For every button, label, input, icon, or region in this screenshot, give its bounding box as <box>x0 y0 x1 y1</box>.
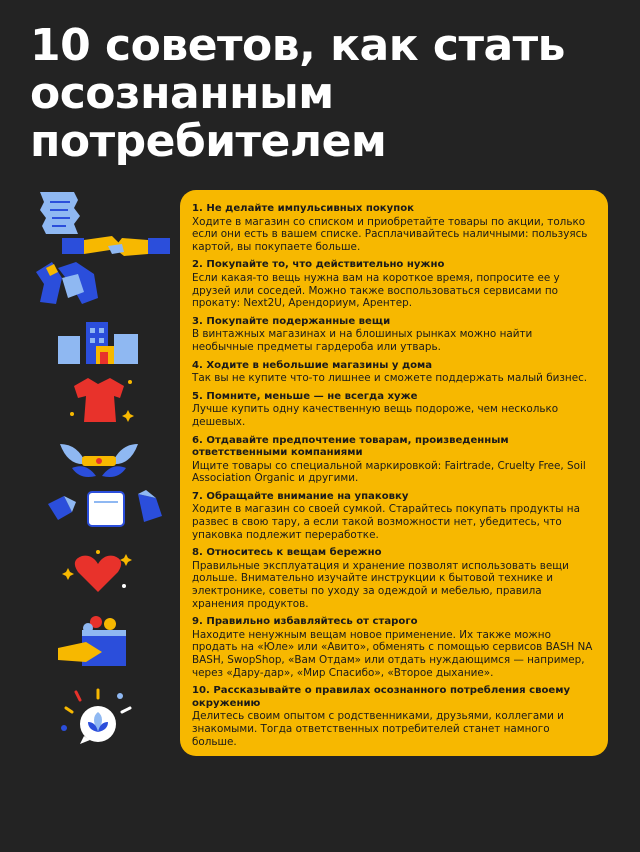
donation-box-icon <box>56 612 142 672</box>
tip-item <box>192 360 594 385</box>
tip-item <box>192 491 594 541</box>
leaves-badge-icon <box>56 438 142 484</box>
tip-item <box>192 391 594 429</box>
tip-text: Ходите в магазин со списком и приобретайте товары по акции, только если они есть в вашем списке. Расплачивайтесь наличными: пользуясь картой, вы покупаете больше. <box>192 215 588 253</box>
icon-column <box>28 188 178 748</box>
tip-item <box>192 259 594 309</box>
receipt-icon <box>34 190 90 236</box>
tip-text: Лучше купить одну качественную вещь подороже, чем несколько дешевых. <box>192 403 559 428</box>
tip-title: 9. Правильно избавляйтесь от старого <box>192 616 418 628</box>
heart-icon <box>62 548 134 596</box>
page-title: 10 советов, как стать осознанным потребителем <box>30 20 565 167</box>
tip-text: Находите ненужным вещам новое применение. Их также можно продать на «Юле» или «Авито», обменять с помощью сервисов BASH NA BASH, SwopShop, «Вам Отдам» или отдать нуждающимся — например, через «Дару-дар», «Мир Спасибо», «Второе дыхание». <box>192 628 593 679</box>
tip-text: В винтажных магазинах и на блошиных рынках можно найти необычные предметы гардероба или утварь. <box>192 328 533 353</box>
tip-title: 8. Относитесь к вещам бережно <box>192 547 382 559</box>
speech-leaf-icon <box>56 688 136 744</box>
tips-card <box>180 190 608 756</box>
tip-text: Так вы не купите что-то лишнее и сможете поддержать малый бизнес. <box>192 372 588 385</box>
tip-title: 2. Покупайте то, что действительно нужно <box>192 259 445 271</box>
tip-text: Делитесь своим опытом с родственниками, друзьями, коллегами и знакомыми. Тогда ответственных потребителей станет намного больше. <box>192 710 564 748</box>
tip-title: 10. Рассказывайте о правилах осознанного потребления своему окружению <box>192 685 571 709</box>
tip-title: 7. Обращайте внимание на упаковку <box>192 490 409 502</box>
shops-icon <box>56 320 140 364</box>
tip-item <box>192 547 594 610</box>
tip-title: 1. Не делайте импульсивных покупок <box>192 203 414 214</box>
tip-item <box>192 616 594 679</box>
tshirt-icon <box>64 374 136 426</box>
tip-text: Ходите в магазин со своей сумкой. Старайтесь покупать продукты на развес в свою тару, а если такой возможности нет, убедитесь, что упаковка подлежит переработке. <box>192 503 580 541</box>
packaging-icon <box>46 486 164 532</box>
tip-item <box>192 685 594 748</box>
tip-title: 5. Помните, меньше — не всегда хуже <box>192 390 418 402</box>
tip-text: Ищите товары со специальной маркировкой: Fairtrade, Cruelty Free, Soil Association Organic и другими. <box>192 459 586 485</box>
tip-item <box>192 435 594 485</box>
tip-text: Правильные эксплуатация и хранение позволят использовать вещи дольше. Внимательно изучайте инструкции к бытовой технике и электронике, советы по уходу за одеждой и мебелью, правила хранения продуктов. <box>192 559 569 610</box>
tip-title: 3. Покупайте подержанные вещи <box>192 315 391 327</box>
tip-title: 4. Ходите в небольшие магазины у дома <box>192 359 433 371</box>
clothes-icon <box>32 258 102 306</box>
tip-title: 6. Отдавайте предпочтение товарам, произведенным ответственными компаниями <box>192 434 509 459</box>
tip-item <box>192 316 594 354</box>
tip-text: Если какая-то вещь нужна вам на короткое время, попросите ее у друзей или соседей. Можно также воспользоваться сервисами по прокату: Next2U, Арендориум, Арентер. <box>192 271 560 310</box>
tip-item <box>192 203 594 253</box>
